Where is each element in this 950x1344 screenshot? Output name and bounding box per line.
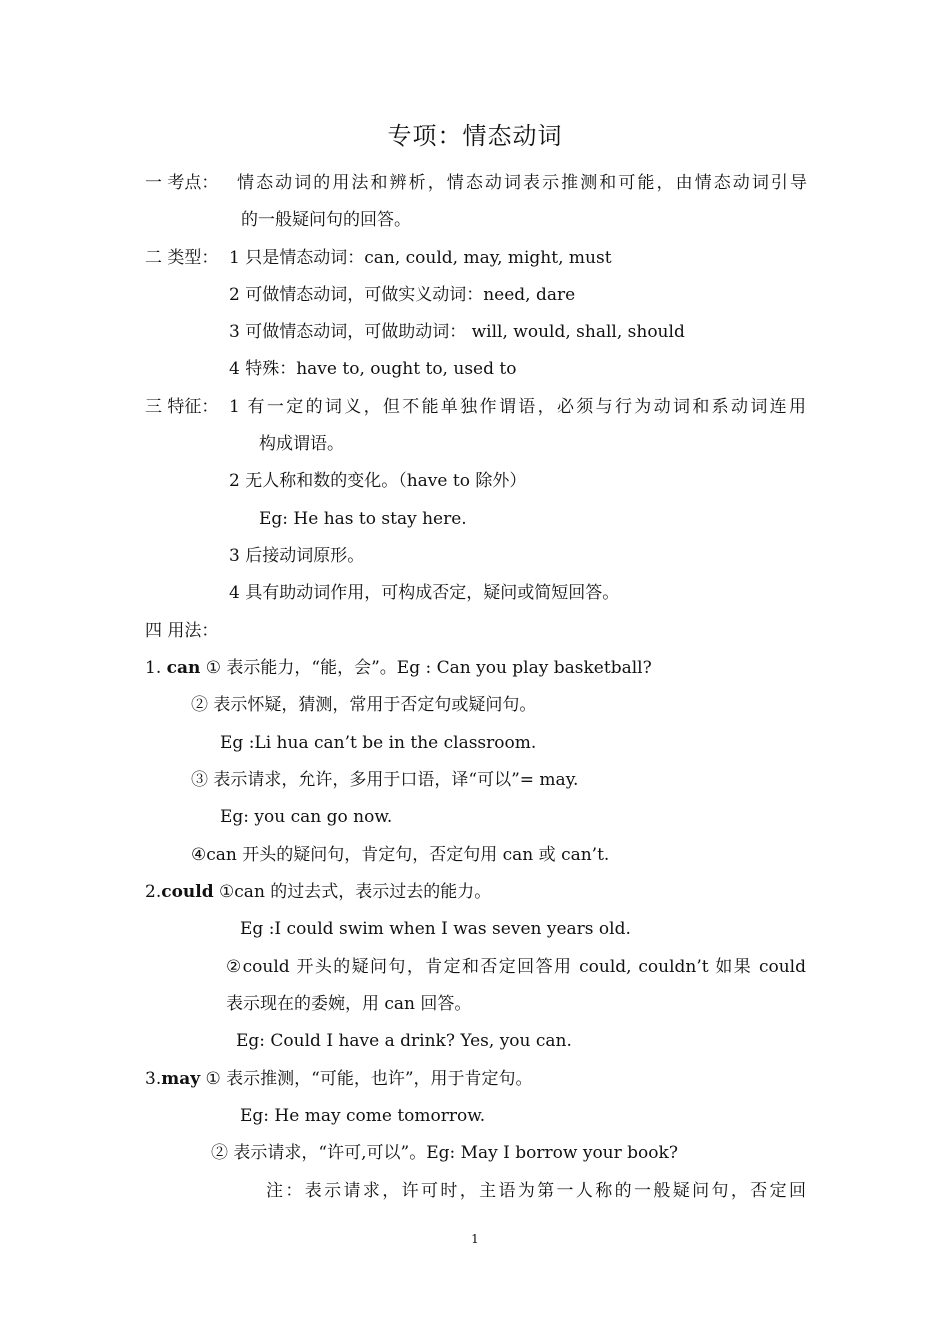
can-number: 1.: [145, 658, 167, 678]
section2-item-2: 2 可做情态动词，可做实义动词：need, dare: [229, 285, 576, 305]
may-heading: [145, 1068, 533, 1090]
section3-item2: 2 无人称和数的变化。（have to 除外）: [229, 471, 527, 491]
section2-item-1: 1 只是情态动词：can, could, may, might, must: [229, 248, 612, 268]
can-usage-1: ① 表示能力，“能，会”。Eg : Can you play basketball?: [200, 658, 652, 678]
can-usage-2-example: Eg :Li hua can’t be in the classroom.: [220, 733, 537, 753]
section3-item4: 4 具有助动词作用，可构成否定，疑问或简短回答。: [229, 583, 620, 603]
section1-label: 一 考点：: [145, 173, 219, 193]
section2-item-3: 3 可做情态动词，可做助动词： will, would, shall, should: [229, 322, 685, 342]
could-usage-1: ①can 的过去式，表示过去的能力。: [213, 882, 492, 902]
can-word: can: [166, 658, 201, 678]
may-usage-1: ① 表示推测，“可能，也许”，用于肯定句。: [200, 1069, 533, 1089]
page-number: 1: [471, 1232, 479, 1246]
may-word: may: [161, 1069, 201, 1089]
could-heading: [145, 881, 491, 903]
section3-item3: 3 后接动词原形。: [229, 546, 365, 566]
section3-item1-line2: 构成谓语。: [259, 434, 344, 454]
section4-label: 四 用法：: [145, 621, 219, 641]
section3-item1-line1: 1 有一定的词义，但不能单独作谓语，必须与行为动词和系动词连用: [229, 397, 806, 417]
page-title: 专项：情态动词: [387, 122, 563, 150]
could-usage-2-example: Eg: Could I have a drink? Yes, you can.: [236, 1031, 572, 1051]
can-usage-2: ② 表示怀疑，猜测，常用于否定句或疑问句。: [191, 695, 537, 715]
section2-label: 二 类型：: [145, 248, 219, 268]
can-heading: [145, 657, 652, 679]
could-number: 2.: [145, 882, 162, 902]
can-usage-3-example: Eg: you can go now.: [220, 807, 393, 827]
can-usage-4: ④can 开头的疑问句，肯定句，否定句用 can 或 can’t.: [191, 845, 610, 865]
can-usage-3: ③ 表示请求，允许，多用于口语，译“可以”= may.: [191, 770, 579, 790]
may-usage-1-example: Eg: He may come tomorrow.: [240, 1106, 486, 1126]
section3-item2-example: Eg: He has to stay here.: [259, 509, 467, 529]
could-usage-1-example: Eg :I could swim when I was seven years old.: [240, 919, 631, 939]
could-usage-2-line2: 表示现在的委婉，用 can 回答。: [226, 994, 472, 1014]
section1-line2: 的一般疑问句的回答。: [241, 210, 411, 230]
could-usage-2-line1: ②could 开头的疑问句，肯定和否定回答用 could, couldn’t 如果 could: [226, 957, 806, 977]
may-number: 3.: [145, 1069, 162, 1089]
may-usage-2: ② 表示请求，“许可,可以”。Eg: May I borrow your book?: [211, 1143, 678, 1163]
section2-item-4: 4 特殊：have to, ought to, used to: [229, 359, 517, 379]
section3-label: 三 特征：: [145, 397, 219, 417]
could-word: could: [161, 882, 214, 902]
section1-line1: 情态动词的用法和辨析，情态动词表示推测和可能，由情态动词引导: [237, 173, 807, 193]
may-note: 注：表示请求，许可时，主语为第一人称的一般疑问句，否定回: [266, 1181, 806, 1201]
